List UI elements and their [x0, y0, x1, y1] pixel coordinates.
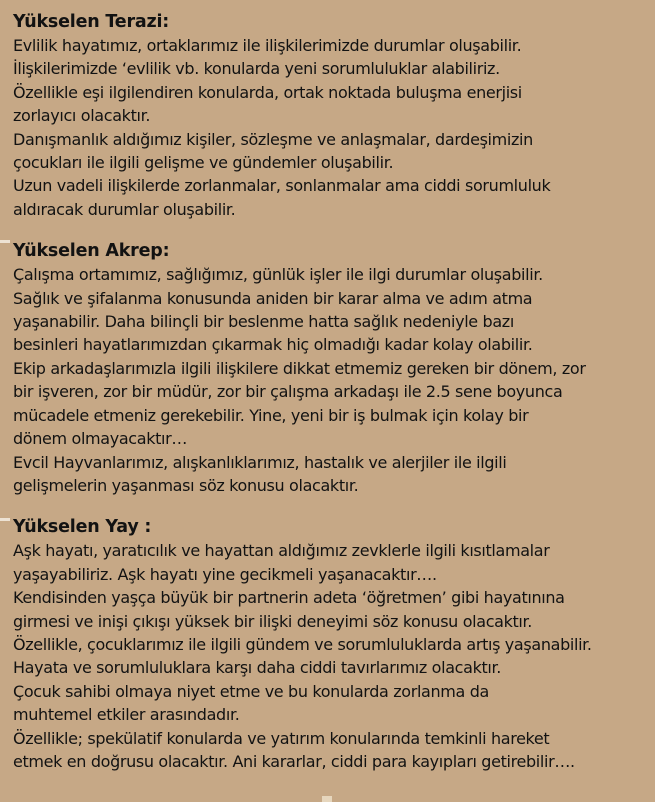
text-line: Evlilik hayatımız, ortaklarımız ile ilişkilerimizde durumlar oluşabilir. — [13, 36, 522, 55]
text-line: muhtemel etkiler arasındadır. — [13, 705, 240, 725]
text-line: Özellikle eşi ilgilendiren konularda, ortak noktada buluşma enerjisi — [13, 82, 522, 102]
text-line: yaşayabiliriz. Aşk hayatı yine gecikmeli yaşanacaktır…. — [13, 564, 437, 584]
section-title: Yükselen Akrep: — [13, 241, 170, 262]
text-line: çocukları ile ilgili gelişme ve gündemler oluşabilir. — [13, 153, 394, 173]
text-line: dönem olmayacaktır… — [13, 429, 188, 449]
text-line: aldıracak durumlar oluşabilir. — [13, 199, 236, 219]
text-line: yaşanabilir. Daha bilinçli bir beslenme hatta sağlık nedeniyle bazı — [13, 312, 514, 332]
text-line: Özellikle; spekülatif konularda ve yatırım konularında temkinli hareket — [13, 728, 550, 748]
text-line: İlişkilerimizde ‘evlilik vb. konularda yeni sorumluluklar alabiliriz. — [13, 59, 500, 79]
text-line: Kendisinden yaşça büyük bir partnerin adeta ‘öğretmen’ gibi hayatınına — [13, 588, 565, 608]
text-line: gelişmelerin yaşanması söz konusu olacaktır. — [13, 475, 359, 495]
edge-divider-mark — [0, 518, 10, 521]
text-line: bir işveren, zor bir müdür, zor bir çalışma arkadaşı ile 2.5 sene boyunca — [13, 382, 563, 402]
bottom-edge-mark — [322, 796, 332, 802]
text-line: Çocuk sahibi olmaya niyet etme ve bu konularda zorlanma da — [13, 681, 489, 701]
document-body — [13, 10, 645, 773]
text-line: Uzun vadeli ilişkilerde zorlanmalar, sonlanmalar ama ciddi sorumluluk — [13, 176, 551, 196]
text-line: Evcil Hayvanlarımız, alışkanlıklarımız, hastalık ve alerjiler ile ilgili — [13, 452, 507, 472]
text-line: besinleri hayatlarımızdan çıkarmak hiç olmadığı kadar kolay olabilir. — [13, 335, 533, 355]
section-yukselen-terazi — [13, 10, 645, 221]
section-yukselen-yay — [13, 515, 645, 773]
text-line: Sağlık ve şifalanma konusunda aniden bir karar alma ve adım atma — [13, 288, 533, 308]
section-yukselen-akrep — [13, 239, 645, 497]
text-line: etmek en doğrusu olacaktır. Ani kararlar, ciddi para kayıpları getirebilir…. — [13, 751, 575, 771]
section-title: Yükselen Yay : — [13, 517, 152, 538]
edge-divider-mark — [0, 240, 10, 243]
text-line: mücadele etmeniz gerekebilir. Yine, yeni bir iş bulmak için kolay bir — [13, 405, 529, 425]
section-title: Yükselen Terazi: — [13, 12, 170, 32]
text-line: Özellikle, çocuklarımız ile ilgili gündem ve sorumluluklarda artış yaşanabilir. — [13, 634, 592, 654]
text-line: Aşk hayatı, yaratıcılık ve hayattan aldığımız zevklerle ilgili kısıtlamalar — [13, 541, 550, 561]
text-line: zorlayıcı olacaktır. — [13, 106, 151, 126]
text-line: girmesi ve inişi çıkışı yüksek bir ilişki deneyimi söz konusu olacaktır. — [13, 611, 533, 631]
text-line: Ekip arkadaşlarımızla ilgili ilişkilere dikkat etmemiz gereken bir dönem, zor — [13, 358, 586, 378]
text-line: Danışmanlık aldığımız kişiler, sözleşme ve anlaşmalar, dardeşimizin — [13, 129, 533, 149]
text-line: Hayata ve sorumluluklara karşı daha ciddi tavırlarımız olacaktır. — [13, 658, 502, 678]
text-line: Çalışma ortamımız, sağlığımız, günlük işler ile ilgi durumlar oluşabilir. — [13, 265, 543, 285]
